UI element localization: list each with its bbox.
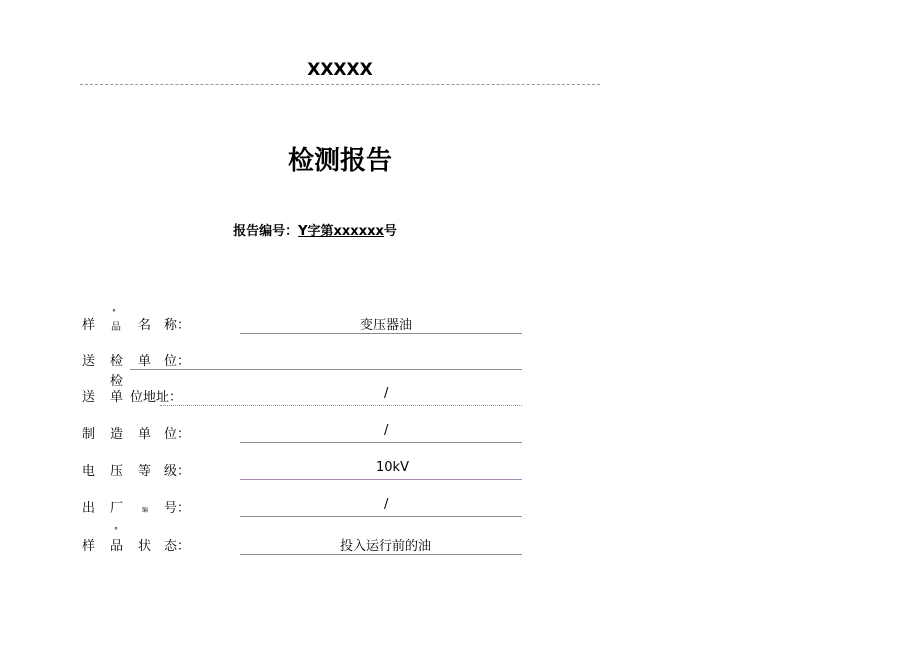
field-value: 10kV [376,460,409,475]
field-value: 投入运行前的油 [340,539,432,554]
field-serial-number [82,497,452,517]
field-sample-name [82,308,452,334]
field-label-mark: ° [112,308,116,317]
field-label-char: 送 [82,354,96,369]
field-underline [130,369,522,370]
field-label-char: 品 [111,322,121,333]
field-label-char: 称： [164,318,191,333]
field-label-char: 送 [82,390,96,405]
organization-name: XXXXX [307,60,373,80]
field-label-char: 出 [82,501,96,516]
field-label-char: 造 [110,427,124,442]
field-label-char: 位： [164,427,191,442]
field-label-char: 单 [138,354,152,369]
field-label-char: 单 [110,390,124,405]
field-label-mark: ° [114,526,118,535]
field-label-char: 压 [110,464,124,479]
field-value: / [384,497,389,512]
report-number [200,220,430,239]
field-underline [240,442,522,443]
field-label-char: 号： [164,501,191,516]
field-label-char: 状 [138,539,152,554]
field-submitting-unit [82,350,452,370]
field-submitting-address [82,374,452,406]
field-sample-status [82,526,452,555]
field-underline [240,516,522,517]
report-number-suffix: 号 [383,224,397,239]
field-label-char: 样 [82,539,96,554]
field-label-char: 电 [82,464,96,479]
field-label-char: 编 [142,507,149,514]
field-label-char: 厂 [110,501,124,516]
header-divider [80,84,600,85]
field-manufacturer [82,423,452,443]
field-value: / [384,386,389,401]
field-underline [240,479,522,480]
field-label-char: 名 [138,318,152,333]
field-underline [240,554,522,555]
field-label-char: 等 [138,464,152,479]
report-number-label: 报告编号： [233,224,299,239]
field-label-char: 制 [82,427,96,442]
field-label-char: 检 [110,354,124,369]
field-label-char: 单 [138,427,152,442]
field-value: 变压器油 [360,318,413,333]
field-label-char: 位： [164,354,191,369]
field-underline [160,405,522,406]
field-label-char: 品 [110,539,124,554]
field-label-char: 样 [82,318,96,333]
field-voltage-level [82,460,452,480]
field-label-char: 位地址： [130,390,183,405]
field-label-char: 级： [164,464,191,479]
field-value: / [384,423,389,438]
field-underline [240,333,522,334]
report-number-value: Y字第xxxxxx [298,224,384,239]
document-title: 检测报告 [287,146,392,176]
field-label-char: 态： [164,539,191,554]
field-label-char: 检 [110,374,124,389]
